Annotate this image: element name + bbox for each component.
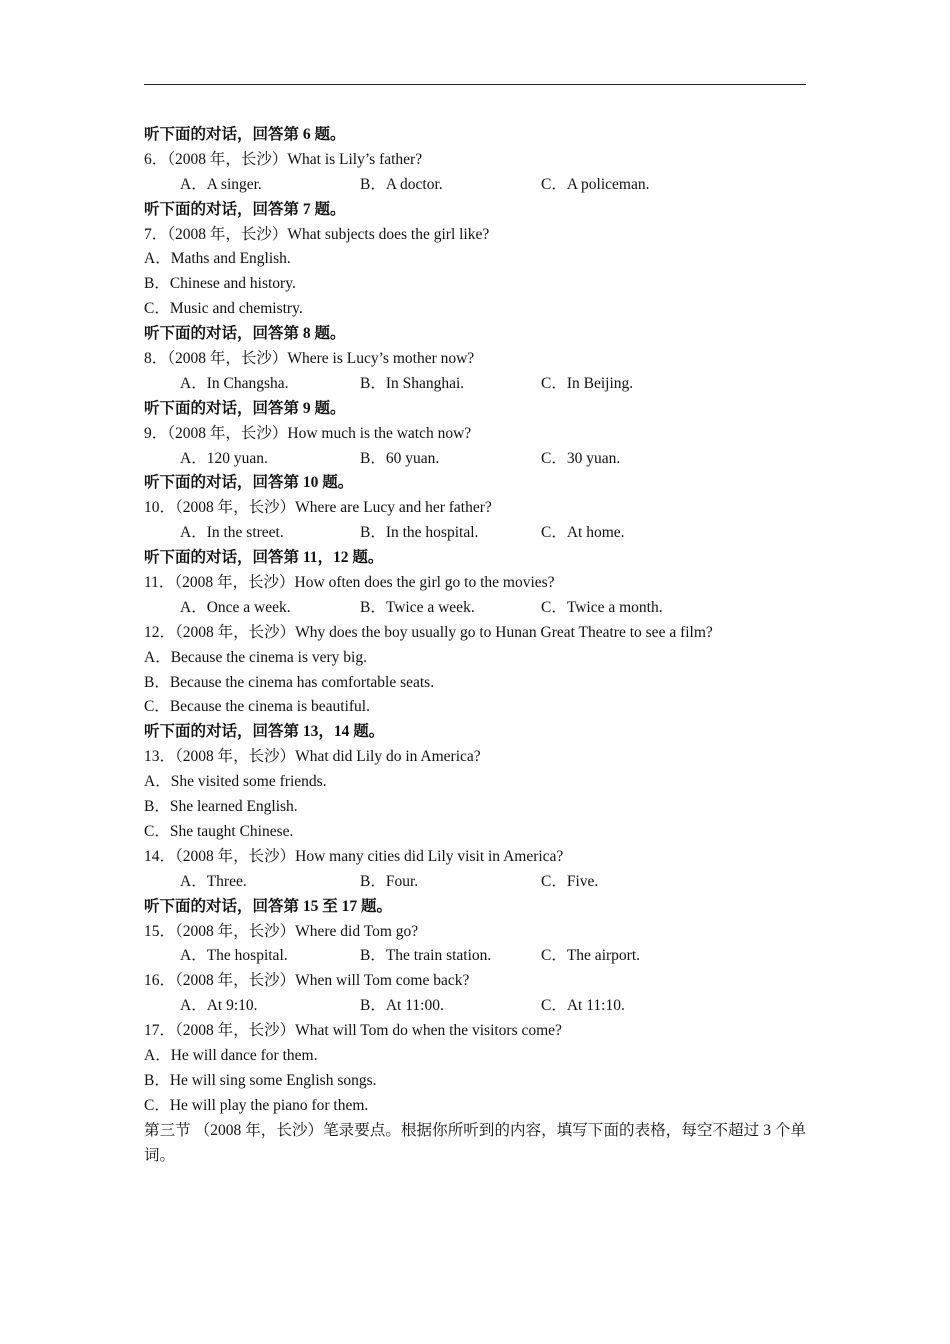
option-b: B．Twice a week. (360, 598, 475, 616)
option-a: A．120 yuan. (180, 449, 268, 467)
question-text: 13．（2008 年，长沙）What did Lily do in America? (144, 748, 481, 766)
option-a: A．In the street. (180, 524, 284, 542)
section-heading: 听下面的对话，回答第 7 题。 (144, 200, 346, 218)
question-text: 15．（2008 年，长沙）Where did Tom go? (144, 922, 419, 940)
section-heading: 听下面的对话，回答第 6 题。 (144, 126, 346, 143)
question-text: 9．（2008 年，长沙）How much is the watch now? (144, 424, 472, 442)
answer-options-row (144, 173, 806, 198)
option-b: B．60 yuan. (360, 449, 440, 467)
option-c: C．At 11:10. (541, 997, 625, 1015)
section-heading: 听下面的对话，回答第 15 至 17 题。 (144, 897, 393, 915)
section-heading: 听下面的对话，回答第 8 题。 (144, 325, 346, 343)
answer-options-row (144, 372, 806, 397)
answer-option: A．She visited some friends. (144, 773, 327, 791)
answer-options-row (144, 521, 806, 546)
answer-option: C．She taught Chinese. (144, 822, 294, 840)
answer-options-row (144, 870, 806, 895)
question-text: 16．（2008 年，长沙）When will Tom come back? (144, 972, 470, 990)
option-b: B．In Shanghai. (360, 374, 465, 392)
question-list (144, 123, 806, 1119)
answer-options-row (144, 447, 806, 472)
option-b: B．A doctor. (360, 175, 443, 193)
question-text: 6．（2008 年，长沙）What is Lily’s father? (144, 150, 423, 168)
option-b: B．At 11:00. (360, 997, 444, 1015)
answer-option: B．She learned English. (144, 798, 298, 816)
option-a: A．The hospital. (180, 947, 288, 965)
option-a: A．At 9:10. (180, 997, 258, 1015)
header-rule (144, 84, 806, 85)
option-c: C．Twice a month. (541, 598, 663, 616)
option-a: A．A singer. (180, 175, 262, 193)
section-heading: 听下面的对话，回答第 13，14 题。 (144, 723, 385, 741)
option-a: A．Once a week. (180, 598, 291, 616)
answer-option: A．Maths and English. (144, 250, 291, 268)
option-b: B．The train station. (360, 947, 492, 965)
option-b: B．Four. (360, 872, 419, 890)
question-text: 17．（2008 年，长沙）What will Tom do when the visitors come? (144, 1022, 562, 1040)
option-a: A．Three. (180, 872, 247, 890)
option-c: C．At home. (541, 524, 625, 542)
question-text: 12．（2008 年，长沙）Why does the boy usually go to Hunan Great Theatre to see a film? (144, 623, 713, 641)
question-text: 10．（2008 年，长沙）Where are Lucy and her father? (144, 499, 492, 517)
exam-content (144, 123, 806, 1168)
answer-option: A．Because the cinema is very big. (144, 648, 367, 666)
answer-option: C．He will play the piano for them. (144, 1096, 369, 1114)
question-text: 8．（2008 年，长沙）Where is Lucy’s mother now? (144, 350, 475, 368)
answer-option: B．Chinese and history. (144, 275, 296, 293)
section-instruction: 第三节 （2008 年，长沙）笔录要点。根据你所听到的内容，填写下面的表格，每空不超过 3 个单词。 (144, 1121, 806, 1164)
answer-option: C．Because the cinema is beautiful. (144, 698, 370, 716)
question-text: 14．（2008 年，长沙）How many cities did Lily visit in America? (144, 847, 564, 865)
question-text: 7．（2008 年，长沙）What subjects does the girl like? (144, 225, 490, 243)
answer-options-row (144, 944, 806, 969)
answer-option: B．Because the cinema has comfortable seats. (144, 673, 435, 691)
option-c: C．In Beijing. (541, 374, 634, 392)
answer-option: C．Music and chemistry. (144, 300, 303, 318)
question-text: 11．（2008 年，长沙）How often does the girl go to the movies? (144, 574, 555, 592)
answer-options-row (144, 596, 806, 621)
section-heading: 听下面的对话，回答第 9 题。 (144, 399, 346, 417)
option-a: A．In Changsha. (180, 374, 289, 392)
option-c: C．A policeman. (541, 175, 650, 193)
option-c: C．The airport. (541, 947, 641, 965)
option-c: C．30 yuan. (541, 449, 621, 467)
section-heading: 听下面的对话，回答第 11，12 题。 (144, 549, 384, 567)
answer-option: A．He will dance for them. (144, 1046, 318, 1064)
answer-options-row (144, 994, 806, 1019)
answer-option: B．He will sing some English songs. (144, 1071, 377, 1089)
option-b: B．In the hospital. (360, 524, 479, 542)
section-heading: 听下面的对话，回答第 10 题。 (144, 474, 354, 492)
option-c: C．Five. (541, 872, 599, 890)
